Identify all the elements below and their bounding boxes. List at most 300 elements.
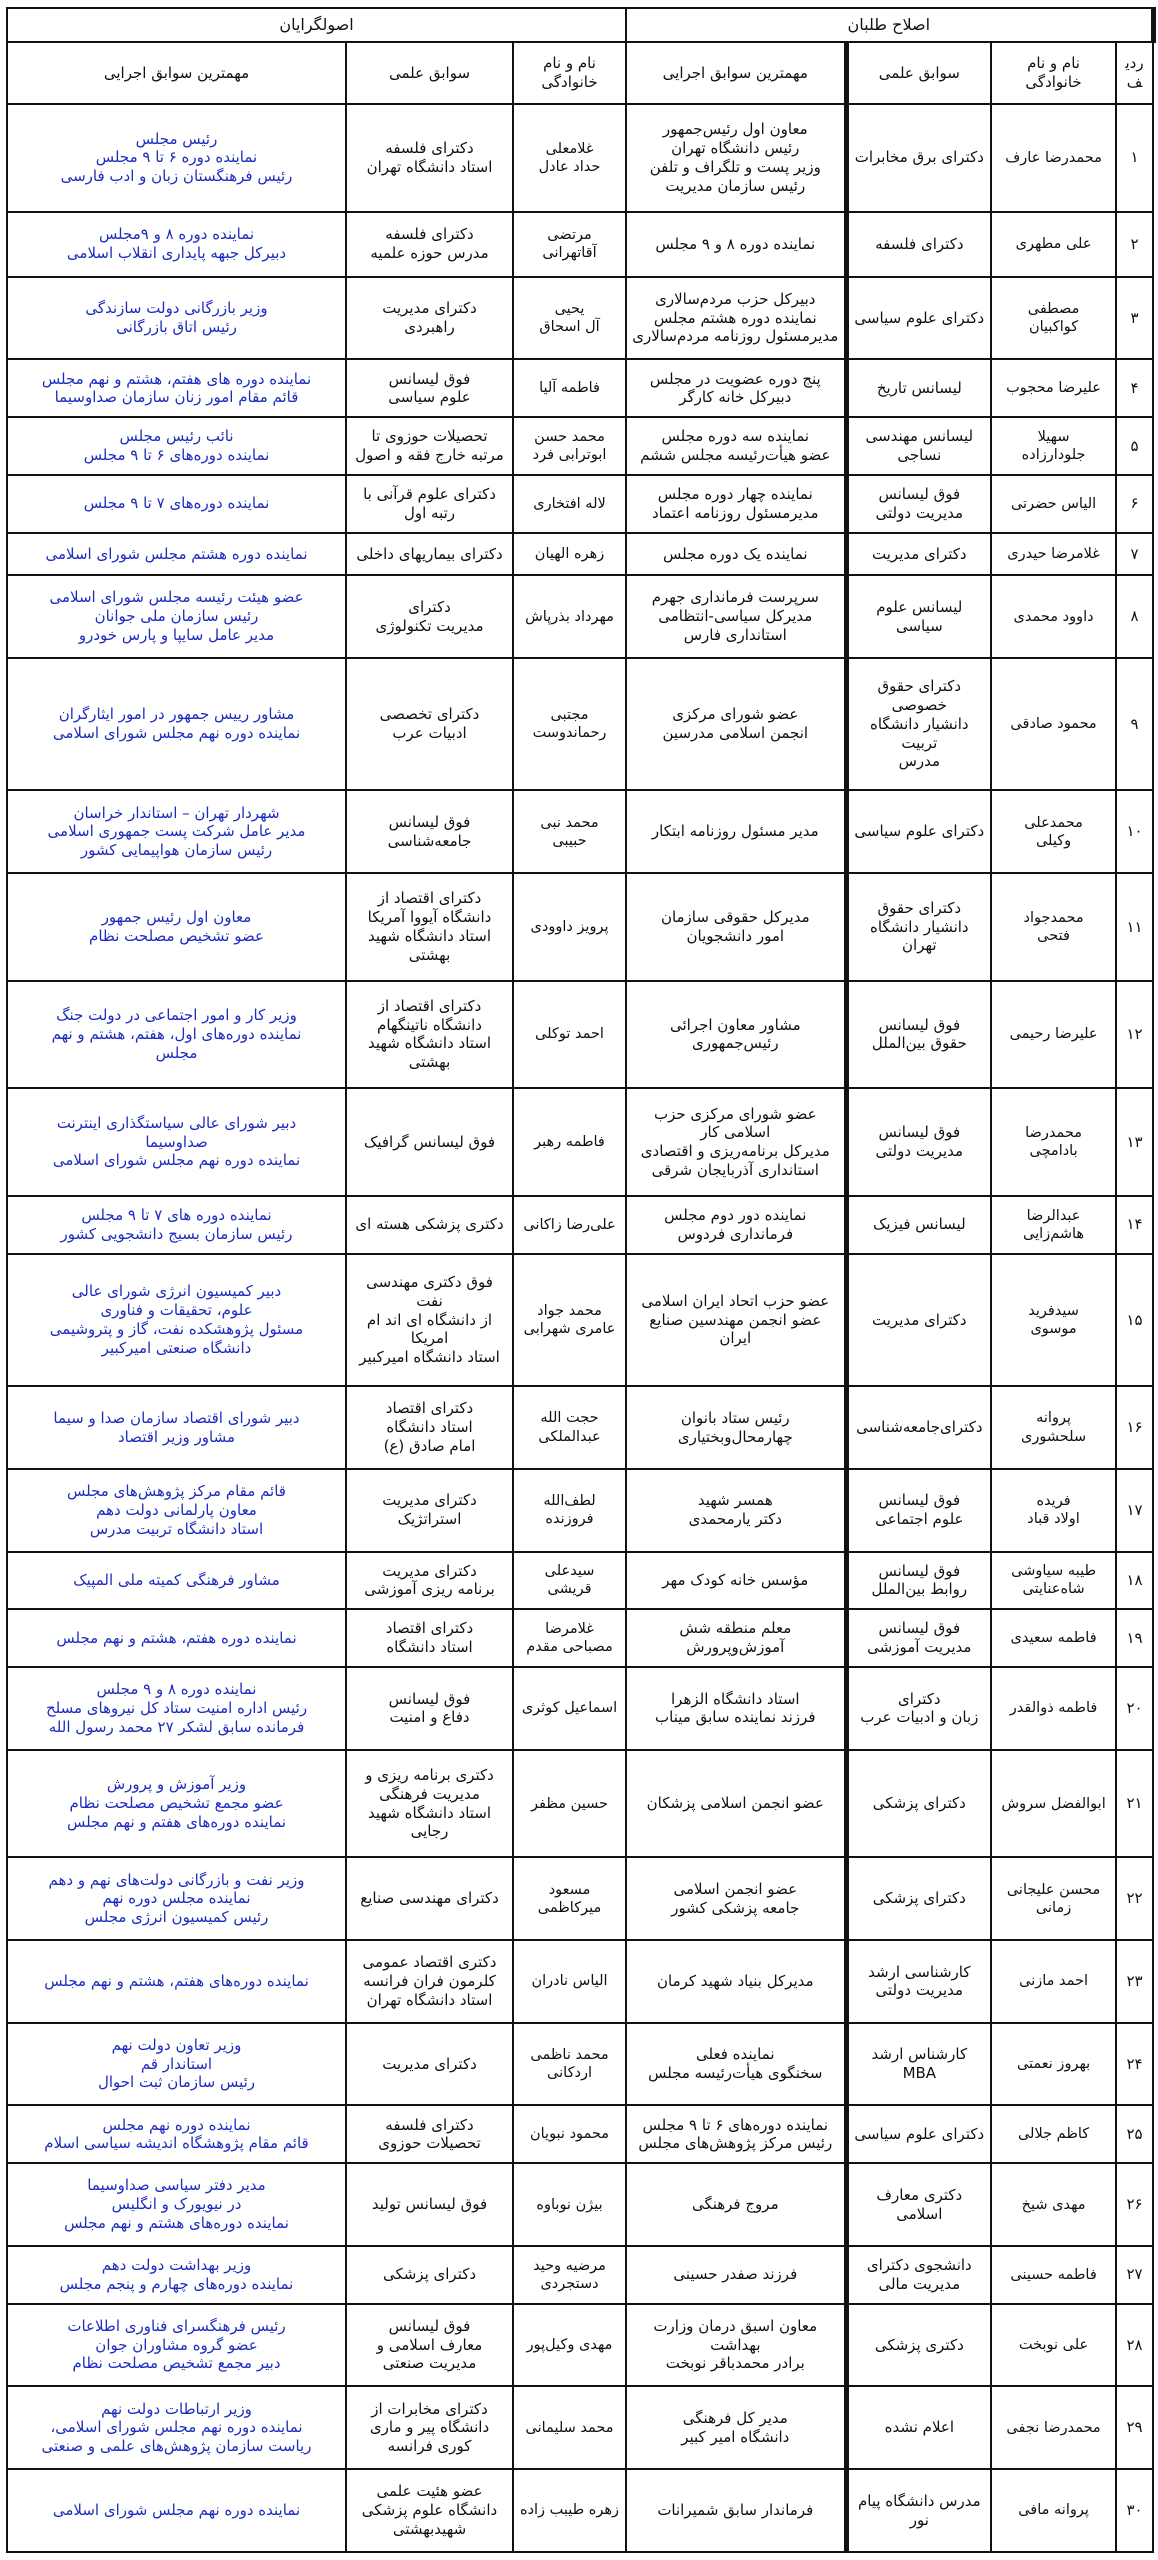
table-row xyxy=(7,417,1153,475)
principlist-name-cell xyxy=(513,2105,626,2163)
cell-line: نماینده دوره نهم مجلس xyxy=(102,2115,251,2134)
cell-line: نماینده دوره‌های هشتم و نهم مجلس xyxy=(64,2213,289,2232)
cell-line: دکترای مدیریت xyxy=(382,1491,477,1510)
cell-line: جامعه‌شناسی xyxy=(387,831,472,850)
cell-line: حقوق بین‌الملل xyxy=(871,1034,967,1053)
principlist-education-cell xyxy=(346,658,513,791)
cell-line: فتحی xyxy=(1037,927,1070,944)
principlist-name-cell xyxy=(513,1940,626,2023)
row-number-cell: ۱۸ xyxy=(1116,1552,1153,1610)
cell-line: الیاس حضرتی xyxy=(1010,495,1097,512)
cell-line: فوق لیسانس xyxy=(388,813,471,831)
cell-line: دکترای برق مخابرات xyxy=(854,148,984,167)
cell-line: دکترای حقوق xyxy=(877,898,962,917)
reform-education-cell xyxy=(846,1750,991,1858)
reform-education-cell xyxy=(846,212,991,277)
reform-name-cell xyxy=(991,1196,1116,1254)
principlist-name-cell xyxy=(513,873,626,981)
reform-experience-cell xyxy=(626,2304,846,2387)
cell-line: فوق لیسانس xyxy=(388,2316,471,2335)
reform-education-cell xyxy=(846,1469,991,1552)
cell-line: سیدعلی xyxy=(544,1563,595,1580)
cell-line: دکترای فلسفه xyxy=(385,225,474,244)
cell-line: دانشگاه علوم پزشکی xyxy=(361,2501,498,2520)
cell-line: رئیس‌جمهوری xyxy=(691,1034,779,1053)
cell-line: وزیر نفت و بازرگانی دولت‌های نهم و دهم xyxy=(48,1870,305,1889)
cell-line: نماینده چهار دوره مجلس xyxy=(657,485,813,504)
cell-line: مدیریت دولتی xyxy=(875,1142,964,1161)
cell-line: رتبه اول xyxy=(403,503,456,522)
cell-line: دکترای اقتصاد xyxy=(385,1399,474,1418)
principlist-education-cell xyxy=(346,1254,513,1387)
cell-line: سلحشوری xyxy=(1021,1428,1087,1445)
cell-line: ادبیات عرب xyxy=(392,724,467,743)
table-row xyxy=(7,1750,1153,1858)
cell-line: رئیس مجلس xyxy=(135,129,218,148)
cell-line: محمود نبویان xyxy=(529,2126,610,2143)
cell-line: فرمانده سابق لشکر ۲۷ محمد رسول الله xyxy=(48,1717,305,1736)
principlist-name-cell xyxy=(513,1386,626,1469)
cell-line: نماینده دوره ۸ و ۹ مجلس xyxy=(655,234,816,253)
candidates-table xyxy=(6,7,1156,2553)
principlist-name-cell xyxy=(513,1609,626,1667)
principlist-experience-cell xyxy=(7,1196,346,1254)
cell-line: استاندار قم xyxy=(140,2054,213,2073)
principlist-education-cell xyxy=(346,1386,513,1469)
principlist-education-cell xyxy=(346,359,513,417)
col-header-reform-experience: مهمترین سوابق اجرایی xyxy=(626,42,846,104)
cell-line: دکترای پزشکی xyxy=(872,1794,966,1813)
reform-experience-cell xyxy=(626,873,846,981)
reform-experience-cell xyxy=(626,212,846,277)
cell-line: نماینده دوره های ۷ تا ۹ مجلس xyxy=(81,1206,272,1225)
cell-line: فاطمه ذوالقدر xyxy=(1009,1700,1098,1717)
table-body xyxy=(7,104,1153,2552)
cell-line: بهروز نعمتی xyxy=(1016,2056,1091,2073)
table-row xyxy=(7,873,1153,981)
cell-line: مسئول پژوهشکده نفت، گاز و پتروشیمی xyxy=(49,1319,304,1338)
reform-education-cell xyxy=(846,981,991,1089)
cell-line: استاد دانشگاه شهید xyxy=(367,1034,492,1053)
cell-line: مدیریت صنعتی xyxy=(382,2354,477,2373)
table-row xyxy=(7,1196,1153,1254)
row-number-cell: ۲۱ xyxy=(1116,1750,1153,1858)
reform-experience-cell xyxy=(626,790,846,873)
cell-line: دکترای xyxy=(408,597,451,616)
row-number-cell: ۱۰ xyxy=(1116,790,1153,873)
principlist-education-cell xyxy=(346,981,513,1089)
cell-line: رئیس سازمان هواپیمایی کشور xyxy=(80,841,273,860)
table-row xyxy=(7,1857,1153,1940)
cell-line: بادامچی xyxy=(1029,1143,1078,1160)
principlist-experience-cell xyxy=(7,417,346,475)
cell-line: رئیس فرهنگستان زبان و ادب فارسی xyxy=(60,167,293,186)
reform-education-cell xyxy=(846,1386,991,1469)
reform-name-cell xyxy=(991,1750,1116,1858)
cell-line: لیسانس مهندسی نساجی xyxy=(865,427,974,465)
col-header-row: ردیف xyxy=(1116,42,1153,104)
cell-line: کلرمون فران فرانسه xyxy=(363,1972,496,1991)
principlist-education-cell xyxy=(346,575,513,658)
cell-line: دکتری اقتصاد عمومی xyxy=(362,1953,497,1972)
cell-line: دکترای علوم قرآنی با xyxy=(363,485,496,504)
cell-line: نماینده دوره هشتم مجلس شورای اسلامی xyxy=(45,544,308,563)
cell-line: رئیس مرکز پژوهش‌های مجلس xyxy=(638,2134,833,2153)
principlist-name-cell xyxy=(513,475,626,533)
table-row xyxy=(7,2386,1153,2469)
cell-line: فاطمه حسینی xyxy=(1010,2266,1097,2283)
cell-line: حبیبی xyxy=(552,832,587,849)
cell-line: مهدی وکیل‌پور xyxy=(526,2336,613,2353)
principlist-education-cell xyxy=(346,1857,513,1940)
group-header-reformists: اصلاح طلبان xyxy=(626,8,1153,42)
principlist-experience-cell xyxy=(7,1857,346,1940)
principlist-education-cell xyxy=(346,1667,513,1750)
cell-line: علی نوبخت xyxy=(1018,2336,1089,2353)
reform-name-cell xyxy=(991,533,1116,576)
row-number-cell: ۲۳ xyxy=(1116,1940,1153,2023)
cell-line: معاون پارلمانی دولت دهم xyxy=(96,1500,257,1519)
reform-name-cell xyxy=(991,417,1116,475)
cell-line: مصطفی xyxy=(1027,300,1080,317)
cell-line: دکترای پزشکی xyxy=(872,1889,966,1908)
principlist-experience-cell xyxy=(7,2163,346,2246)
reform-experience-cell xyxy=(626,1609,846,1667)
cell-line: دکترای تخصصی xyxy=(379,705,480,724)
principlist-experience-cell xyxy=(7,1254,346,1387)
reform-experience-cell xyxy=(626,2246,846,2304)
cell-line: محمدرضا xyxy=(1025,1124,1082,1141)
row-number-cell: ۳۰ xyxy=(1116,2469,1153,2552)
table-row xyxy=(7,575,1153,658)
table-row xyxy=(7,533,1153,576)
principlist-name-cell xyxy=(513,2304,626,2387)
reform-education-cell xyxy=(846,2304,991,2387)
cell-line: مجتبی xyxy=(550,707,589,724)
reform-experience-cell xyxy=(626,658,846,791)
cell-line: علیرضا محجوب xyxy=(1006,380,1101,397)
reform-experience-cell xyxy=(626,1254,846,1387)
reform-education-cell xyxy=(846,1088,991,1196)
principlist-name-cell xyxy=(513,212,626,277)
cell-line: عضو گروه مشاوران جوان xyxy=(95,2335,258,2354)
table-row xyxy=(7,475,1153,533)
cell-line: علی مطهری xyxy=(1015,236,1092,253)
principlist-education-cell xyxy=(346,277,513,360)
cell-line: معاون اول رئیس‌جمهور xyxy=(662,120,808,139)
cell-line: دکترای اقتصاد از xyxy=(377,996,482,1015)
cell-line: از دانشگاه ای اند ام xyxy=(366,1310,493,1329)
cell-line: فوق لیسانس گرافیک xyxy=(363,1132,496,1151)
row-number-cell: ۲۰ xyxy=(1116,1667,1153,1750)
cell-line: یحیی xyxy=(554,300,585,317)
principlist-experience-cell xyxy=(7,873,346,981)
principlist-education-cell xyxy=(346,873,513,981)
principlist-experience-cell xyxy=(7,1940,346,2023)
cell-line: عضو هیئت رئیسه مجلس شورای اسلامی xyxy=(49,588,304,607)
reform-name-cell xyxy=(991,1552,1116,1610)
principlist-education-cell xyxy=(346,2304,513,2387)
cell-line: مرتبه خارج فقه و اصول xyxy=(355,446,504,465)
col-header-principlist-experience: مهمترین سوابق اجرایی xyxy=(7,42,346,104)
cell-line: در نیویورک و انگلیس xyxy=(111,2195,242,2214)
principlist-name-cell xyxy=(513,2386,626,2469)
cell-line: دکترای xyxy=(898,1689,941,1708)
cell-line: جامعه پزشکی کشور xyxy=(671,1898,800,1917)
cell-line: فاطمه رهبر xyxy=(534,1134,605,1151)
cell-line: دفاع و امنیت xyxy=(389,1708,470,1727)
cell-line: نماینده دوره نهم مجلس شورای اسلامی xyxy=(52,724,301,743)
cell-line: ابوترابی فرد xyxy=(532,447,607,464)
cell-line: سهیلا xyxy=(1037,428,1070,445)
cell-line: محمدجواد xyxy=(1023,909,1084,926)
reform-education-cell xyxy=(846,1667,991,1750)
principlist-name-cell xyxy=(513,1254,626,1387)
cell-line: عامری شهرابی xyxy=(523,1320,616,1337)
cell-line: لیسانس فیزیک xyxy=(872,1215,966,1234)
cell-line: عضو شورای مرکزی xyxy=(672,705,799,724)
cell-line: معاون اول رئیس جمهور xyxy=(101,908,252,927)
cell-line: کوری فرانسه xyxy=(387,2437,472,2456)
cell-line: دانشجوی دکترای xyxy=(866,2256,972,2275)
cell-line: دکترای علوم سیاسی xyxy=(854,308,985,327)
col-header-principlist-name: نام و نام خانوادگی xyxy=(513,42,626,104)
principlist-education-cell xyxy=(346,1552,513,1610)
table-row xyxy=(7,359,1153,417)
reform-education-cell xyxy=(846,417,991,475)
cell-line: نماینده دوره ۸ و ۹مجلس xyxy=(98,225,255,244)
cell-line: محسن علیجانی xyxy=(1006,1881,1101,1898)
cell-line: دکترای اقتصاد xyxy=(385,1619,474,1638)
cell-line: حجت الله xyxy=(540,1410,599,1427)
cell-line: دکتری برنامه ریزی و xyxy=(365,1766,494,1785)
reform-experience-cell xyxy=(626,417,846,475)
cell-line: دکترای بیماریهای داخلی xyxy=(356,544,503,563)
cell-line: دکترای فلسفه xyxy=(385,2115,474,2134)
principlist-name-cell xyxy=(513,2023,626,2106)
reform-name-cell xyxy=(991,104,1116,212)
principlist-education-cell xyxy=(346,1088,513,1196)
row-number-cell: ۱۶ xyxy=(1116,1386,1153,1469)
cell-line: دبیرکل جبهه پایداری انقلاب اسلامی xyxy=(66,244,287,263)
row-number-cell: ۲۲ xyxy=(1116,1857,1153,1940)
cell-line: لیسانس علوم سیاسی xyxy=(876,597,963,635)
reform-education-cell xyxy=(846,475,991,533)
reform-education-cell xyxy=(846,575,991,658)
cell-line: مدرس دانشگاه پیام نور xyxy=(857,2491,981,2529)
cell-line: برنامه ریزی آموزشی xyxy=(364,1580,495,1599)
cell-line: میرکاظمی xyxy=(537,1899,602,1916)
cell-line: فوق لیسانس xyxy=(878,485,961,504)
cell-line: رئیس اداره امنیت ستاد کل نیروهای مسلح xyxy=(45,1699,308,1718)
row-number-cell: ۲۷ xyxy=(1116,2246,1153,2304)
cell-line: فرزند نماینده سابق میناب xyxy=(655,1708,816,1727)
cell-line: فوق لیسانس xyxy=(878,1619,961,1638)
principlist-name-cell xyxy=(513,2469,626,2552)
reform-experience-cell xyxy=(626,277,846,360)
cell-line: فریده xyxy=(1036,1493,1071,1510)
cell-line: استانداری فارس xyxy=(683,625,787,644)
principlist-experience-cell xyxy=(7,2304,346,2387)
reform-name-cell xyxy=(991,1609,1116,1667)
cell-line: شهیدبهشتی xyxy=(392,2519,467,2538)
cell-line: قریشی xyxy=(547,1581,592,1598)
cell-line: مدیریت دولتی xyxy=(875,1981,964,2000)
principlist-education-cell xyxy=(346,2246,513,2304)
cell-line: معلم منطقه شش آموزش‌وپرورش xyxy=(679,1619,792,1657)
reform-experience-cell xyxy=(626,104,846,212)
reform-education-cell xyxy=(846,1196,991,1254)
reform-experience-cell xyxy=(626,981,846,1089)
principlist-education-cell xyxy=(346,1469,513,1552)
cell-line: وزیر بازرگانی دولت سازندگی xyxy=(85,299,268,318)
reform-name-cell xyxy=(991,1667,1116,1750)
cell-line: استانداری آذربایجان شرقی xyxy=(651,1160,819,1179)
row-number-cell: ۶ xyxy=(1116,475,1153,533)
cell-line: رئیس ستاد بانوان xyxy=(680,1408,790,1427)
cell-line: نماینده دوره‌های اول، هفتم، هشتم و نهم xyxy=(51,1025,302,1044)
cell-line: رئیس فرهنگسرای فناوری اطلاعات xyxy=(67,2316,286,2335)
cell-line: زبان و ادبیات عرب xyxy=(860,1708,979,1727)
reform-education-cell xyxy=(846,2469,991,2552)
reform-education-cell xyxy=(846,2386,991,2469)
cell-line: دانشیار دانشگاه تهران xyxy=(869,917,969,955)
cell-line: نماینده دوره هشتم مجلس xyxy=(653,308,817,327)
reform-name-cell xyxy=(991,277,1116,360)
cell-line: قائم مقام مرکز پژوهش‌های مجلس xyxy=(67,1482,286,1501)
cell-line: نماینده دوره‌های ۶ تا ۹ مجلس xyxy=(83,446,270,465)
principlist-experience-cell xyxy=(7,1667,346,1750)
cell-line: امور دانشجویان xyxy=(686,926,785,945)
cell-line: فوق دکتری مهندسی نفت xyxy=(366,1273,493,1310)
principlist-name-cell xyxy=(513,575,626,658)
reform-name-cell xyxy=(991,575,1116,658)
table-row xyxy=(7,1667,1153,1750)
principlist-education-cell xyxy=(346,1196,513,1254)
cell-line: قائم مقام پژوهشگاه اندیشه سیاسی اسلام xyxy=(44,2134,309,2153)
cell-line: تحصیلات حوزوی xyxy=(378,2134,481,2153)
cell-line: فرمانداری فردوس xyxy=(677,1224,794,1243)
cell-line: موسوی xyxy=(1030,1320,1077,1337)
cell-line: مرضیه وحید xyxy=(533,2257,606,2274)
col-header-reform-name: نام و نام خانوادگی xyxy=(991,42,1116,104)
reform-name-cell xyxy=(991,2023,1116,2106)
cell-line: صداوسیما xyxy=(145,1132,208,1151)
cell-line: رئیس سازمان ثبت احوال xyxy=(97,2073,256,2092)
reform-experience-cell xyxy=(626,575,846,658)
principlist-name-cell xyxy=(513,533,626,576)
cell-line: نماینده دوره های هفتم، هشتم و نهم مجلس xyxy=(41,369,312,388)
cell-line: نماینده دوره‌های ۶ تا ۹ مجلس xyxy=(642,2115,829,2134)
principlist-name-cell xyxy=(513,981,626,1089)
cell-line: فرزند صفدر حسینی xyxy=(673,2265,798,2284)
cell-line: دکترای علوم سیاسی xyxy=(854,2124,985,2143)
cell-line: علی‌رضا زاکانی xyxy=(523,1216,616,1233)
principlist-experience-cell xyxy=(7,533,346,576)
cell-line: مدرس xyxy=(898,752,941,771)
reform-experience-cell xyxy=(626,1552,846,1610)
cell-line: علوم اجتماعی xyxy=(875,1510,964,1529)
cell-line: استاد دانشگاه الزهرا xyxy=(671,1689,800,1708)
cell-line: عضو انجمن اسلامی پزشکان xyxy=(646,1794,824,1813)
table-row xyxy=(7,2304,1153,2387)
principlist-education-cell xyxy=(346,2105,513,2163)
cell-line: مدرس حوزه علمیه xyxy=(370,244,489,263)
table-row xyxy=(7,2246,1153,2304)
cell-line: مدیر دفتر سیاسی صداوسیما xyxy=(87,2176,266,2195)
cell-line: جلودارزاده xyxy=(1021,447,1086,464)
cell-line: فوق لیسانس xyxy=(388,1689,471,1708)
cell-line: دکترای پزشکی xyxy=(382,2265,477,2284)
cell-line: وزیر پست و تلگراف و تلفن xyxy=(649,157,821,176)
principlist-name-cell xyxy=(513,1552,626,1610)
cell-line: شاه‌عنایتی xyxy=(1022,1581,1085,1598)
cell-line: کارشناس ارشد MBA xyxy=(871,2045,968,2083)
cell-line: دکترای مدیریت xyxy=(872,544,967,563)
cell-line: دانشگاه امیر کبیر xyxy=(681,2427,790,2446)
cell-line: سرپرست فرمانداری جهرم xyxy=(651,588,819,607)
reform-education-cell xyxy=(846,2105,991,2163)
cell-line: عضو تشخیص مصلحت نظام xyxy=(89,926,264,945)
reform-name-cell xyxy=(991,1469,1116,1552)
cell-line: راهبردی xyxy=(404,318,455,337)
table-row xyxy=(7,277,1153,360)
principlist-education-cell xyxy=(346,1609,513,1667)
cell-line: دکترای‌جامعه‌شناسی xyxy=(856,1418,983,1437)
cell-line: عبدالملکی xyxy=(538,1428,601,1445)
principlist-name-cell xyxy=(513,417,626,475)
cell-line: مدیرکل برنامه‌ریزی و اقتصادی xyxy=(640,1142,830,1161)
reform-education-cell xyxy=(846,1940,991,2023)
cell-line: مهرداد بذرپاش xyxy=(525,608,614,625)
cell-line: رحماندوست xyxy=(532,725,607,742)
principlist-name-cell xyxy=(513,277,626,360)
principlist-name-cell xyxy=(513,1667,626,1750)
cell-line: زهره الهیان xyxy=(534,545,605,562)
cell-line: اردکانی xyxy=(547,2065,592,2082)
cell-line: دکترای فلسفه xyxy=(385,139,474,158)
cell-line: مصباحی مقدم xyxy=(526,1639,613,1656)
principlist-name-cell xyxy=(513,790,626,873)
cell-line: امریکا xyxy=(410,1329,449,1348)
cell-line: نائب رئیس مجلس xyxy=(119,427,234,446)
reform-education-cell xyxy=(846,1254,991,1387)
cell-line: آقاتهرانی xyxy=(542,245,597,262)
cell-line: لطف‌الله فروزنده xyxy=(543,1493,596,1528)
principlist-experience-cell xyxy=(7,2105,346,2163)
cell-line: نماینده دوره نهم مجلس شورای اسلامی، xyxy=(50,2418,303,2437)
cell-line: نماینده مجلس دوره نهم xyxy=(102,1889,251,1908)
cell-line: آل اسحاق xyxy=(539,319,600,336)
cell-line: چهارمحال‌وبختیاری xyxy=(677,1427,793,1446)
reform-name-cell xyxy=(991,873,1116,981)
row-number-cell: ۲۹ xyxy=(1116,2386,1153,2469)
reform-experience-cell xyxy=(626,2023,846,2106)
cell-line: دکترای مخابرات از xyxy=(371,2399,488,2418)
table-row xyxy=(7,1940,1153,2023)
reform-name-cell xyxy=(991,658,1116,791)
row-number-cell: ۲۸ xyxy=(1116,2304,1153,2387)
cell-line: مشاور وزیر اقتصاد xyxy=(117,1427,236,1446)
cell-line: دکترای مدیریت xyxy=(382,1561,477,1580)
table-row xyxy=(7,2023,1153,2106)
cell-line: سیدفرید xyxy=(1028,1302,1079,1319)
cell-line: پنج دوره عضویت در مجلس xyxy=(649,369,821,388)
reform-name-cell xyxy=(991,1940,1116,2023)
cell-line: نماینده دوره ۸ و ۹ مجلس xyxy=(96,1680,257,1699)
cell-line: دکترای علوم سیاسی xyxy=(854,822,985,841)
reform-experience-cell xyxy=(626,1088,846,1196)
